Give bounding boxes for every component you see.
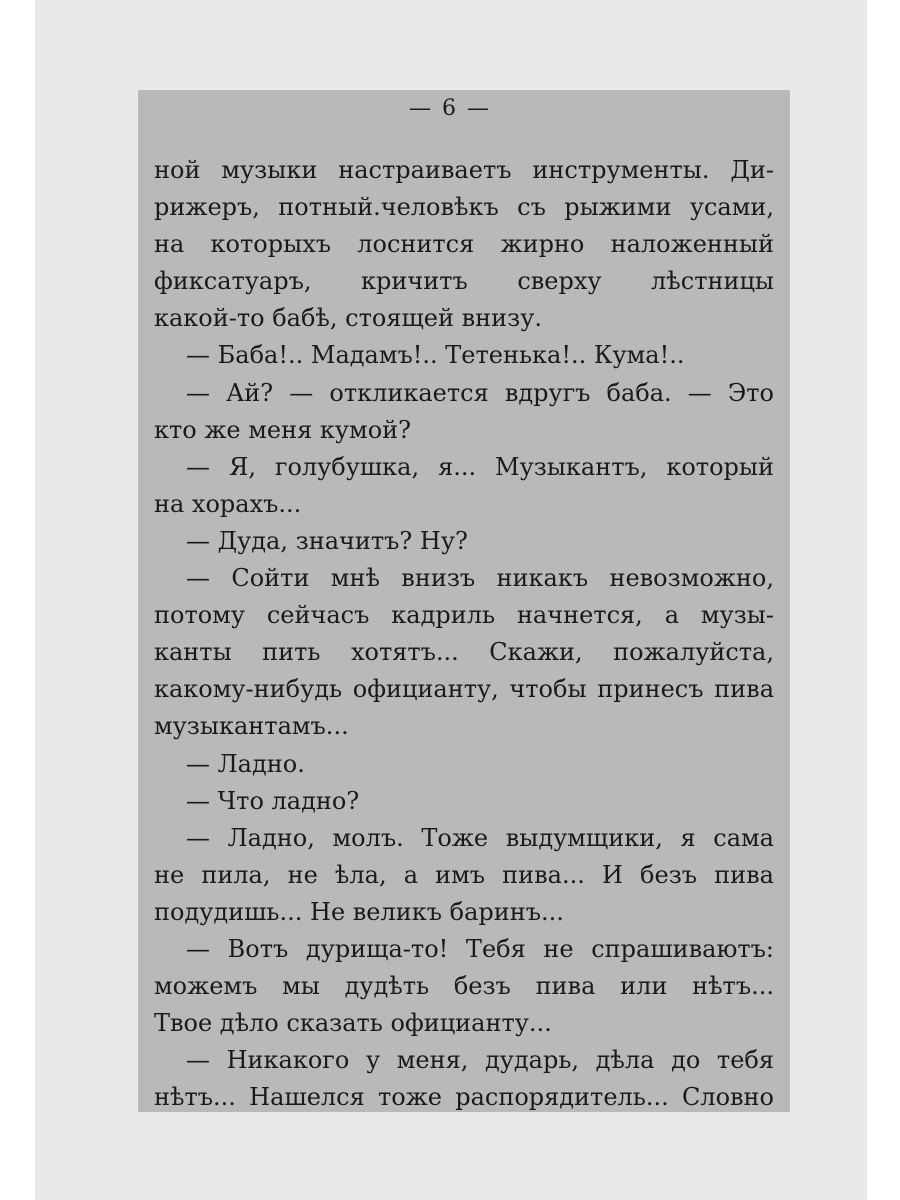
text-line: подудишь... Не великъ баринъ... xyxy=(154,897,564,926)
text-line: нѣтъ... Нашелся тоже распорядитель... Словно xyxy=(154,1083,774,1112)
text-line: можемъ мы дудѣть безъ пива или нѣтъ... xyxy=(154,972,774,1001)
text-line: фиксатуаръ, кричитъ сверху лѣстницы xyxy=(154,267,774,296)
body-text xyxy=(154,152,774,1116)
text-line: не пила, не ѣла, а имъ пива... И безъ пива xyxy=(154,860,774,889)
text-line: — Ладно, молъ. Тоже выдумщики, я сама xyxy=(186,823,774,852)
text-line: — Что ладно? xyxy=(186,786,360,815)
text-line: кто же меня кумой? xyxy=(154,415,412,444)
text-line: рижеръ, потный.человѣкъ съ рыжими усами, xyxy=(154,193,774,222)
text-line: какой-то бабѣ, стоящей внизу. xyxy=(154,304,542,333)
text-line: на которыхъ лоснится жирно наложенный xyxy=(154,230,774,259)
text-line: — Сойти мнѣ внизъ никакъ невозможно, xyxy=(186,564,774,593)
text-line: канты пить хотятъ... Скажи, пожалуйста, xyxy=(154,638,774,667)
text-line: — Вотъ дурища-то! Тебя не спрашиваютъ: xyxy=(186,934,774,963)
text-line: музыкантамъ... xyxy=(154,712,349,741)
text-line: какому-нибудь официанту, чтобы принесъ пива xyxy=(154,675,774,704)
text-line: — Никакого у меня, дударь, дѣла до тебя xyxy=(186,1046,774,1075)
page-number: — 6 — xyxy=(409,96,491,121)
text-line: — Дуда, значитъ? Ну? xyxy=(186,526,468,555)
text-line: — Ладно. xyxy=(186,749,305,778)
text-line: — Я, голубушка, я... Музыкантъ, который xyxy=(186,452,774,481)
text-line: ной музыки настраиваетъ инструменты. Ди- xyxy=(154,156,774,184)
text-line: потому сейчасъ кадриль начнется, а музы- xyxy=(154,601,774,630)
text-line: — Ай? — откликается вдругъ баба. — Это xyxy=(186,378,774,407)
text-line: на хорахъ... xyxy=(154,489,302,518)
text-line: Твое дѣло сказать официанту... xyxy=(154,1009,552,1038)
text-line: — Баба!.. Мадамъ!.. Тетенька!.. Кума!.. xyxy=(186,341,685,370)
